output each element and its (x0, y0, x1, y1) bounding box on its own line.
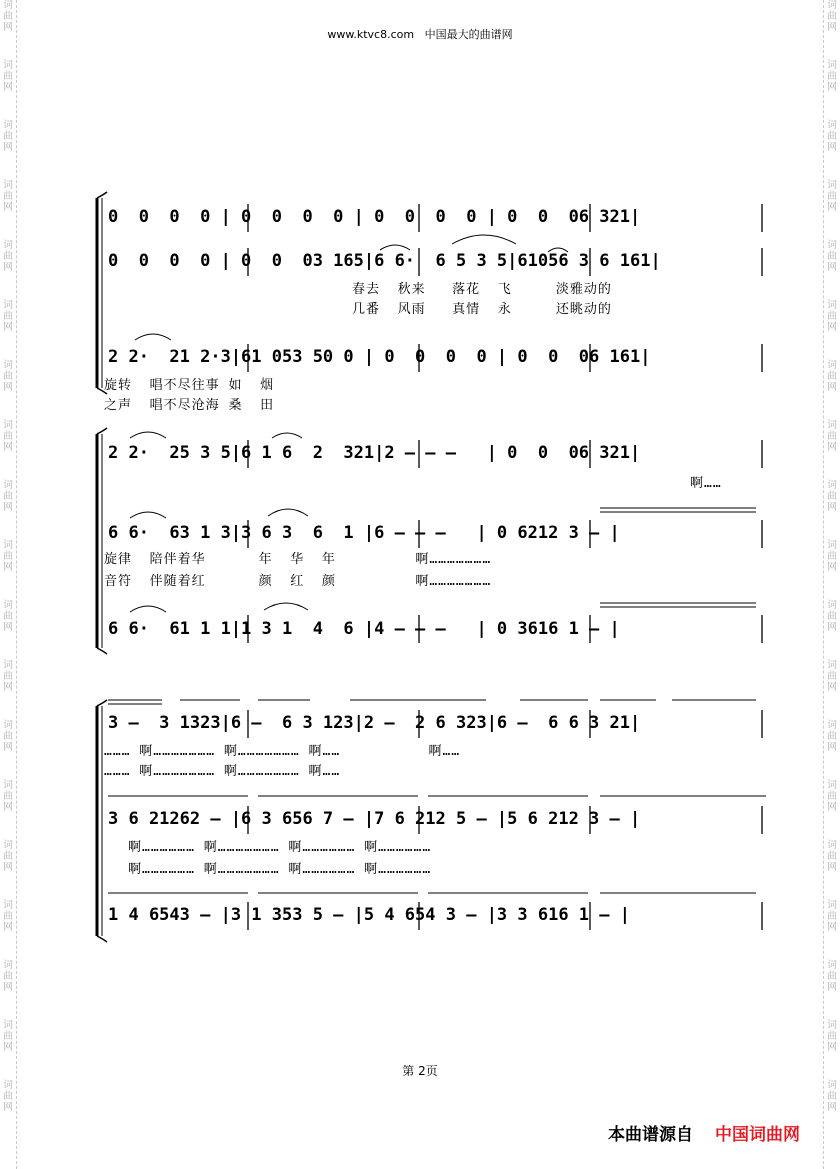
watermark-text: 词曲网 (827, 360, 837, 393)
watermark-text: 词曲网 (3, 360, 13, 393)
lyric-line: 几番 风雨 真情 永 还眺动的 (352, 302, 612, 317)
notation-line: 3 — 3 1323|6 — 6 3 123|2 — 2 6 323|6 — 6 6 3 21| (108, 713, 641, 733)
notation-line: 3 6 21262 — |6 3 656 7 — |7 6 212 5 — |5 6 212 3 — | (108, 809, 641, 829)
watermark-text: 词曲网 (827, 900, 837, 933)
watermark-text: 词曲网 (827, 180, 837, 213)
watermark-text: 词曲网 (3, 120, 13, 153)
footer-brand-link[interactable]: 中国词曲网 (715, 1125, 800, 1145)
watermark-text: 词曲网 (3, 840, 13, 873)
watermark-text: 词曲网 (827, 420, 837, 453)
watermark-text: 词曲网 (3, 240, 13, 273)
watermark-text: 词曲网 (3, 480, 13, 513)
notation-line: 2 2· 25 3 5|6 1 6 2 321|2 — — — | 0 0 06 321| (108, 443, 641, 463)
watermark-text: 词曲网 (3, 600, 13, 633)
watermark-text: 词曲网 (3, 420, 13, 453)
watermark-text: 词曲网 (827, 540, 837, 573)
watermark-text: 词曲网 (827, 240, 837, 273)
lyric-line: 啊……………… 啊………………… 啊……………… 啊……………… (128, 862, 432, 877)
watermark-text: 词曲网 (827, 0, 837, 33)
notation-line: 6 6· 63 1 3|3 6 3 6 1 |6 — — — | 0 6212 3 — | (108, 523, 620, 543)
watermark-text: 词曲网 (827, 780, 837, 813)
watermark-text: 词曲网 (827, 1020, 837, 1053)
lyric-line: 旋律 陪伴着华 年 华 年 啊………………… (104, 552, 492, 567)
watermark-text: 词曲网 (3, 60, 13, 93)
watermark-text: 词曲网 (827, 660, 837, 693)
watermark-text: 词曲网 (827, 300, 837, 333)
footer-source-text: 本曲谱源自 (608, 1125, 693, 1145)
watermark-text: 词曲网 (3, 540, 13, 573)
notation-line: 6 6· 61 1 1|1 3 1 4 6 |4 — — — | 0 3616 1 — | (108, 619, 620, 639)
lyric-line: 音符 伴随着红 颜 红 颜 啊………………… (104, 574, 492, 589)
lyric-line: 旋转 唱不尽往事 如 烟 (104, 378, 275, 393)
lyric-line: ……… 啊………………… 啊………………… 啊…… (104, 764, 341, 779)
lyric-line: 啊…… (690, 476, 722, 491)
watermark-text: 词曲网 (827, 720, 837, 753)
watermark-text: 词曲网 (827, 960, 837, 993)
watermark-text: 词曲网 (827, 120, 837, 153)
system-bracket (97, 428, 107, 654)
page-number: 第 2页 (402, 1064, 438, 1078)
watermark-text: 词曲网 (3, 1080, 13, 1113)
footer-source (608, 1120, 800, 1145)
notation-line: 0 0 0 0 | 0 0 0 0 | 0 0 0 0 | 0 0 06 321| (108, 207, 641, 227)
lyric-line: 之声 唱不尽沧海 桑 田 (104, 398, 275, 413)
watermark-text: 词曲网 (3, 0, 13, 33)
watermark-text: 词曲网 (3, 960, 13, 993)
watermark-text: 词曲网 (3, 660, 13, 693)
watermark-text: 词曲网 (827, 600, 837, 633)
notation-line: 0 0 0 0 | 0 0 03 165|6 6· 6 5 3 5|61056 3 6 161| (108, 251, 661, 271)
lyric-line: ……… 啊………………… 啊………………… 啊…… 啊…… (104, 744, 461, 759)
system-bracket (97, 192, 107, 394)
lyric-line: 春去 秋来 落花 飞 淡雅动的 (352, 282, 612, 297)
watermark-text: 词曲网 (3, 180, 13, 213)
site-url[interactable]: www.ktvc8.com (327, 28, 415, 41)
watermark-text: 词曲网 (3, 900, 13, 933)
watermark-text: 词曲网 (3, 300, 13, 333)
watermark-text: 词曲网 (827, 1080, 837, 1113)
notation-line: 2 2· 21 2·3|61 053 50 0 | 0 0 0 0 | 0 0 06 161| (108, 347, 651, 367)
watermark-text: 词曲网 (827, 480, 837, 513)
watermark-text: 词曲网 (3, 720, 13, 753)
watermark-text: 词曲网 (3, 780, 13, 813)
lyric-line: 啊……………… 啊………………… 啊……………… 啊……………… (128, 840, 432, 855)
watermark-text: 词曲网 (3, 1020, 13, 1053)
watermark-text: 词曲网 (827, 60, 837, 93)
watermark-text: 词曲网 (827, 840, 837, 873)
site-name: 中国最大的曲谱网 (424, 28, 513, 41)
notation-line: 1 4 6543 — |3 1 353 5 — |5 4 654 3 — |3 3 616 1 — | (108, 905, 630, 925)
system-bracket (97, 700, 107, 942)
